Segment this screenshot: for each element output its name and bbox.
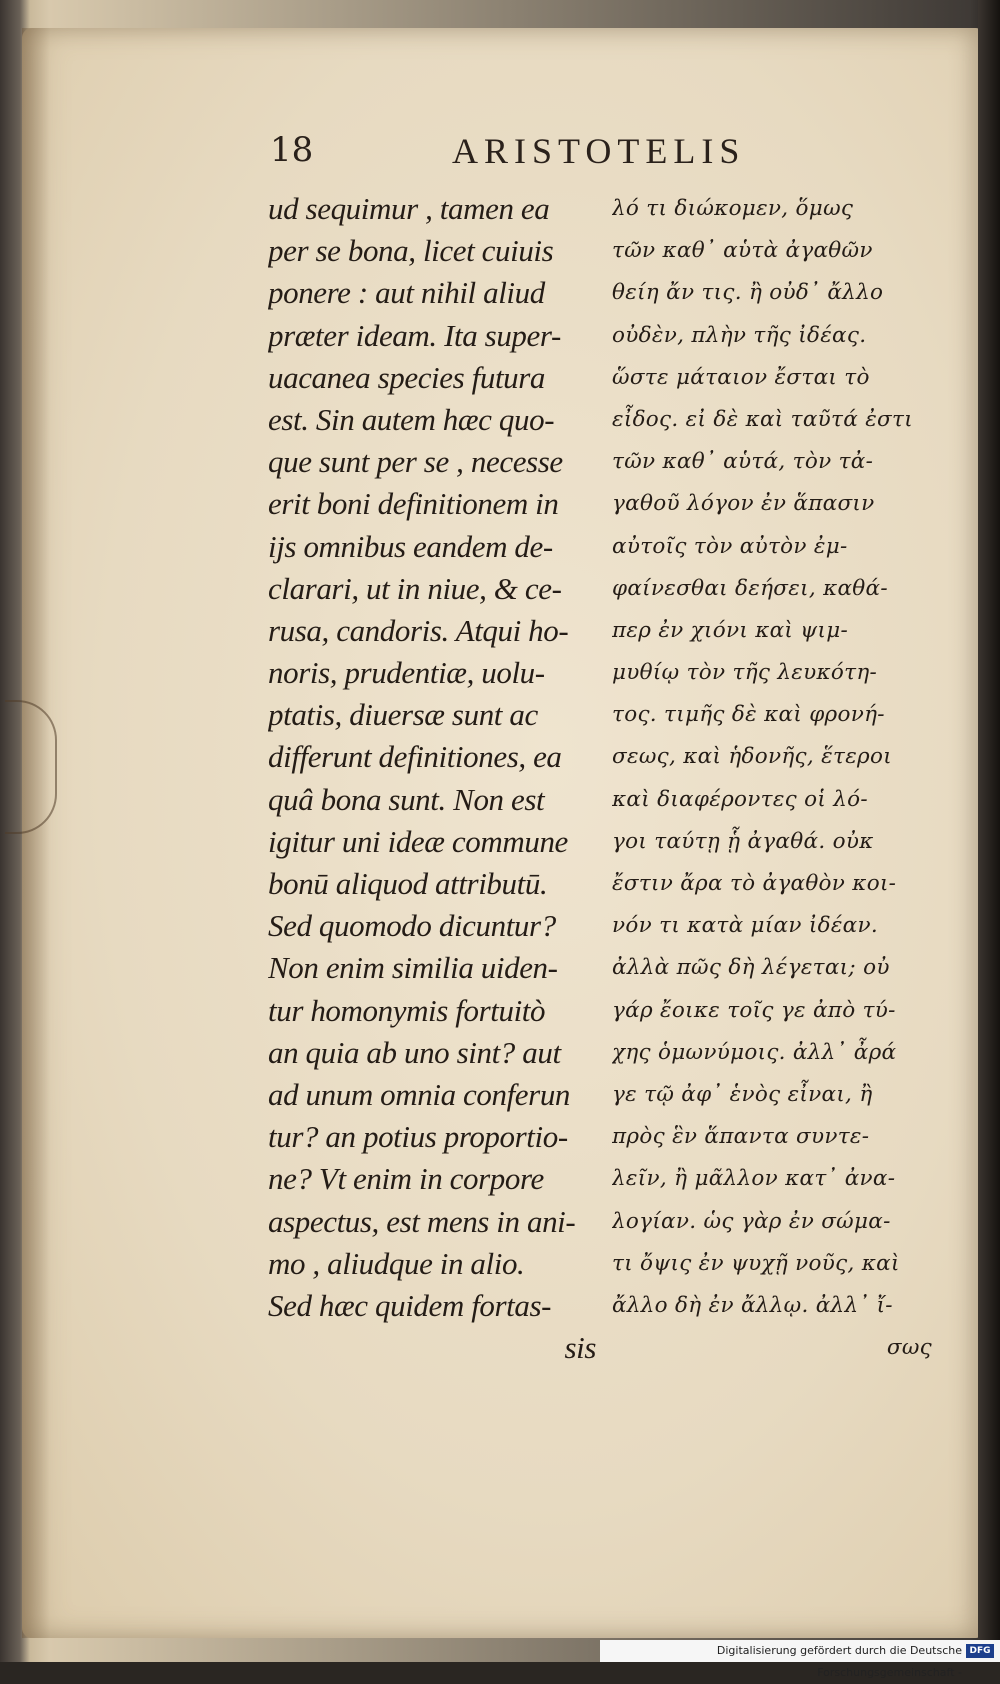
text-line: Non enim similia uiden-: [268, 950, 558, 986]
text-line: que sunt per se , necesse: [268, 444, 563, 480]
text-line: σεως, καὶ ἡδονῆς, ἕτεροι: [612, 744, 892, 770]
digitization-footer: [600, 1640, 1000, 1679]
page-gutter: [22, 28, 50, 1638]
text-line: rusa, candoris. Atqui ho-: [268, 612, 569, 648]
text-line: differunt definitiones, ea: [268, 739, 562, 775]
text-line: ud sequimur , tamen ea: [268, 191, 550, 226]
text-line: ijs omnibus eandem de-: [268, 528, 553, 564]
text-line: tur? an potius proportio-: [268, 1119, 568, 1155]
running-title: ARISTOTELIS: [452, 131, 746, 171]
text-line: sis: [564, 1330, 596, 1366]
page-number: 18: [270, 130, 314, 170]
text-line: ponere : aut nihil aliud: [268, 275, 545, 311]
text-line: γάρ ἔοικε τοῖς γε ἀπὸ τύ-: [612, 997, 896, 1023]
text-line: νόν τι κατὰ μίαν ἰδέαν.: [612, 913, 879, 939]
text-line: clarari, ut in niue, & ce-: [268, 570, 562, 606]
text-line: γαθοῦ λόγον ἐν ἅπασιν: [612, 491, 875, 517]
text-line: λεῖν, ἢ μᾶλλον κατ᾽ ἀνα-: [612, 1166, 896, 1192]
text-line: bonū aliquod attributū.: [268, 866, 548, 901]
text-line: mo , aliudque in alio.: [268, 1245, 525, 1281]
text-line: τος. τιμῆς δὲ καὶ φρονή-: [612, 702, 885, 728]
text-line: per se bona, licet cuiuis: [268, 233, 554, 269]
text-line: τῶν καθ᾽ αὑτὰ ἀγαθῶν: [612, 238, 873, 264]
text-line: θείη ἄν τις. ἢ οὐδ᾽ ἄλλο: [612, 280, 884, 306]
text-line: ἔστιν ἄρα τὸ ἀγαθὸν κοι-: [612, 871, 897, 896]
text-line: tur homonymis fortuitò: [268, 992, 546, 1028]
text-line: Sed quomodo dicuntur?: [268, 908, 556, 944]
text-line: ad unum omnia conferun: [268, 1076, 571, 1112]
text-line: λογίαν. ὡς γὰρ ἐν σώμα-: [612, 1208, 891, 1234]
footer-text: Digitalisierung gefördert durch die Deutsche Forschungsgemeinschaft -: [716, 1644, 962, 1679]
text-line: γε τῷ ἀφ᾽ ἑνὸς εἶναι, ἢ: [612, 1081, 873, 1107]
latin-column: [268, 188, 608, 1369]
text-line: πρὸς ἓν ἅπαντα συντε-: [612, 1124, 870, 1150]
text-line: εἶδος. εἰ δὲ καὶ ταῦτά ἐστι: [612, 406, 913, 432]
text-line: περ ἐν χιόνι καὶ ψιμ-: [612, 617, 849, 643]
text-line: Sed hæc quidem fortas-: [268, 1287, 552, 1323]
book-edge: [978, 0, 1000, 1662]
text-line: noris, prudentiæ, uolu-: [268, 655, 545, 691]
text-line: λό τι διώκομεν, ὅμως: [612, 196, 854, 221]
greek-column: [612, 188, 952, 1369]
text-line: αὐτοῖς τὸν αὐτὸν ἐμ-: [612, 533, 848, 559]
text-line: uacanea species futura: [268, 359, 546, 395]
text-line: quâ bona sunt. Non est: [268, 781, 545, 817]
text-line: οὐδὲν, πλὴν τῆς ἰδέας.: [612, 322, 867, 348]
text-line: τῶν καθ᾽ αὑτά, τὸν τἀ-: [612, 449, 874, 475]
text-line: igitur uni ideæ commune: [268, 823, 568, 859]
page-header: [270, 130, 770, 180]
text-line: ptatis, diuersæ sunt ac: [268, 697, 538, 733]
text-line: ἄλλο δὴ ἐν ἄλλῳ. ἀλλ᾽ ἴ-: [612, 1292, 893, 1318]
page-clasp-mark: [5, 700, 57, 834]
text-line: aspectus, est mens in ani-: [268, 1203, 576, 1239]
text-line: χης ὁμωνύμοις. ἀλλ᾽ ἆρά: [612, 1039, 897, 1065]
text-line: est. Sin autem hæc quo-: [268, 401, 555, 437]
text-line: præter ideam. Ita super-: [268, 317, 561, 353]
dfg-logo: DFG: [966, 1644, 994, 1658]
text-line: ἀλλὰ πῶς δὴ λέγεται; οὐ: [612, 955, 890, 981]
text-line: ὥστε μάταιον ἔσται τὸ: [612, 364, 870, 390]
text-line: τι ὄψις ἐν ψυχῇ νοῦς, καὶ: [612, 1250, 900, 1276]
text-line: erit boni definitionem in: [268, 486, 559, 522]
text-line: ne? Vt enim in corpore: [268, 1161, 544, 1197]
text-line: φαίνεσθαι δεήσει, καθά-: [612, 575, 888, 601]
text-line: καὶ διαφέροντες οἱ λό-: [612, 786, 868, 812]
text-line: γοι ταύτῃ ᾗ ἀγαθά. οὐκ: [612, 828, 874, 854]
text-line: σως: [886, 1335, 932, 1361]
text-line: an quia ab uno sint? aut: [268, 1034, 561, 1070]
text-line: μυθίῳ τὸν τῆς λευκότη-: [612, 660, 878, 686]
